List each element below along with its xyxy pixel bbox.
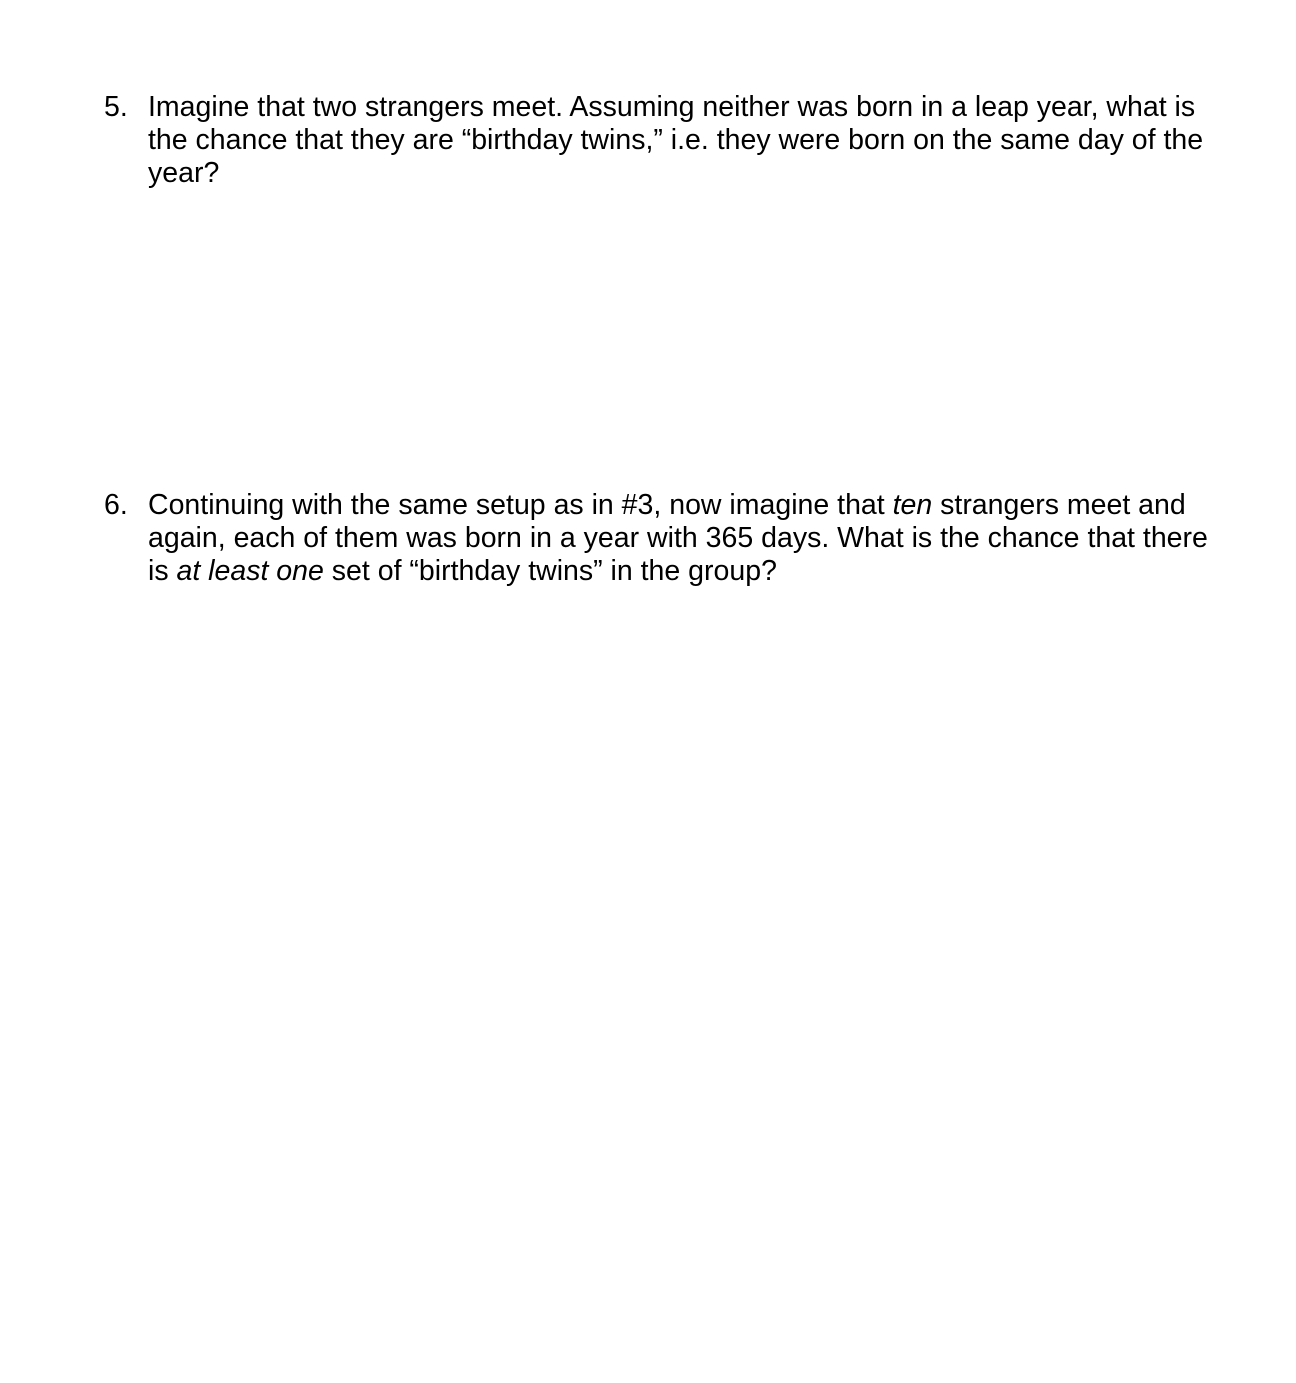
question-number: 6. (104, 489, 128, 521)
text-segment: is (148, 555, 177, 587)
question-line: Imagine that two strangers meet. Assuming neither was born in a leap year, what is (148, 91, 1196, 123)
text-segment: strangers meet and (932, 489, 1186, 521)
text-segment: set of “birthday twins” in the group? (323, 555, 777, 587)
question-number: 5. (104, 91, 128, 123)
question-5 (104, 91, 1234, 190)
question-line: again, each of them was born in a year with 365 days. What is the chance that there (148, 522, 1208, 554)
question-line (148, 555, 1234, 588)
question-6 (104, 489, 1234, 588)
question-text (148, 91, 1234, 190)
text-segment: Continuing with the same setup as in #3, now imagine that (148, 489, 893, 521)
emphasis-text: ten (892, 489, 933, 521)
question-line: the chance that they are “birthday twins,” i.e. they were born on the same day of the (148, 124, 1204, 156)
question-line (148, 489, 1234, 522)
emphasis-text: at least one (176, 555, 324, 587)
question-text (148, 489, 1234, 588)
question-line: year? (148, 157, 220, 189)
